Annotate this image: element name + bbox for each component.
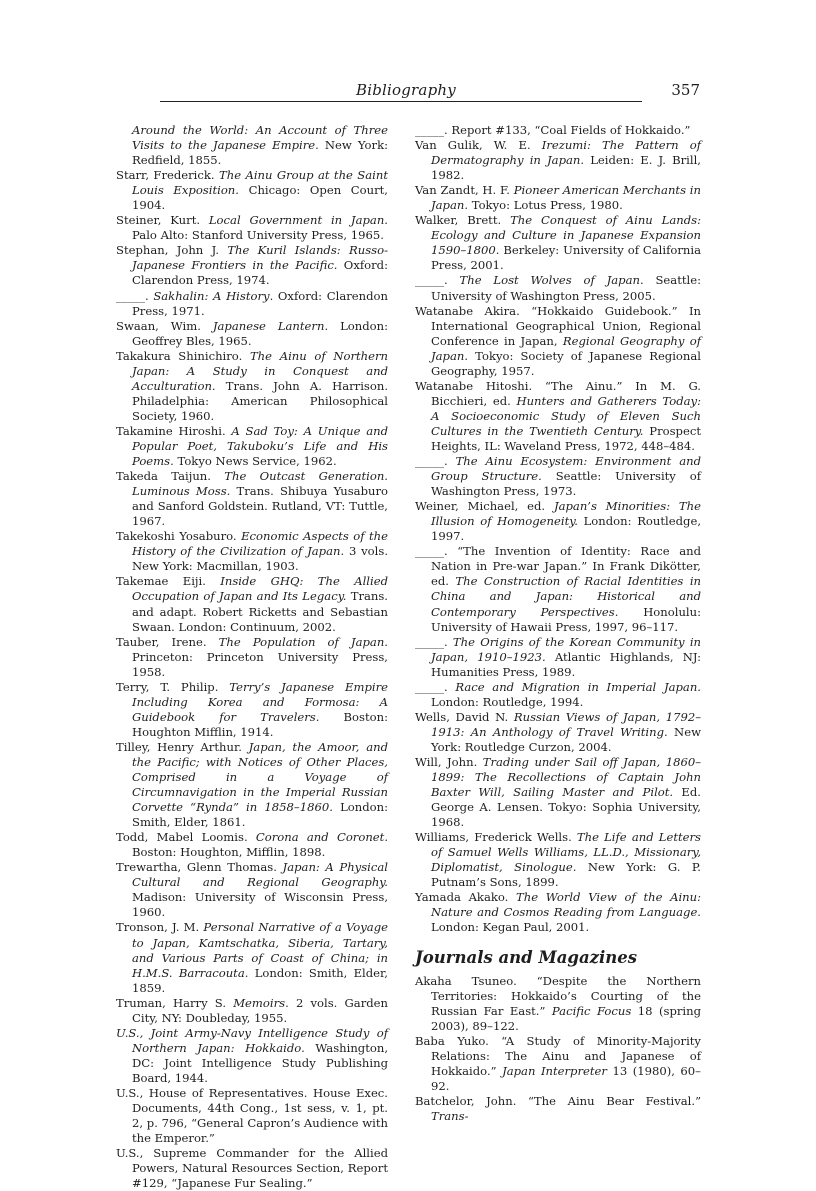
bibliography-entry: Walker, Brett. The Conquest of Ainu Lands: Ecology and Culture in Japanese Expansion 1590–1800. Berkeley: University of California Press, 2001. [415, 213, 701, 273]
section-heading: Journals and Magazines [415, 947, 638, 967]
bibliography-entry: Watanabe Akira. “Hokkaido Guidebook.” In International Geographical Union, Regional Conference in Japan, Regional Geography of Japan. Tokyo: Society of Japanese Regional Geography, 1957. [415, 303, 701, 378]
bibliography-entry: Van Zandt, H. F. Pioneer American Merchants in Japan. Tokyo: Lotus Press, 1980. [415, 183, 701, 213]
bibliography-entry: Takamine Hiroshi. A Sad Toy: A Unique and Popular Poet, Takuboku’s Life and His Poems. Tokyo News Service, 1962. [116, 423, 388, 469]
bibliography-entry: Todd, Mabel Loomis. Corona and Coronet. Boston: Houghton, Mifflin, 1898. [116, 830, 389, 860]
bibliography-entry: Yamada Akako. The World View of the Ainu: Nature and Cosmos Reading from Language. London: Kegan Paul, 2001. [415, 890, 702, 935]
bibliography-entry: _____. “The Invention of Identity: Race and Nation in Pre-war Japan.” In Frank Dikötter, ed. The Construction of Racial Identities in China and Japan: Historical and Contemporary Perspectives. Honolulu: University of Hawaii Press, 1997, 96–117. [415, 544, 702, 634]
bibliography-entry: Tilley, Henry Arthur. Japan, the Amoor, and the Pacific; with Notices of Other Places, Comprised in a Voyage of Circumnavigation in the Imperial Russian Corvette “Rynda” in 1858–1860. London: Smith, Elder, 1861. [116, 739, 389, 830]
bibliography-entry: Truman, Harry S. Memoirs. 2 vols. Garden City, NY: Doubleday, 1955. [116, 995, 388, 1025]
bibliography-entry: _____. The Origins of the Korean Community in Japan, 1910–1923. Atlantic Highlands, NJ: Humanities Press, 1989. [415, 634, 701, 679]
bibliography-entry: Takemae Eiji. Inside GHQ: The Allied Occupation of Japan and Its Legacy. Trans. and adapt. Robert Ricketts and Sebastian Swaan. London: Continuum, 2002. [116, 574, 388, 634]
bibliography-entry: Steiner, Kurt. Local Government in Japan. Palo Alto: Stanford University Press, 1965. [116, 213, 388, 243]
bibliography-entry: Wells, David N. Russian Views of Japan, 1792–1913: An Anthology of Travel Writing. New York: Routledge Curzon, 2004. [415, 709, 701, 754]
bibliography-entry: U.S., Supreme Commander for the Allied Powers, Natural Resources Section, Report #129, “Japanese Fur Sealing.” [116, 1146, 388, 1191]
right-column [415, 123, 701, 1124]
bibliography-entry: _____. Report #133, “Coal Fields of Hokkaido.” [415, 123, 691, 137]
left-column [116, 123, 388, 1191]
bibliography-entry: Stephan, John J. The Kuril Islands: Russo-Japanese Frontiers in the Pacific. Oxford: Clarendon Press, 1974. [116, 243, 388, 288]
bibliography-entry: Around the World: An Account of Three Visits to the Japanese Empire. New York: Redfield, 1855. [132, 123, 389, 168]
bibliography-entry: Will, John. Trading under Sail off Japan, 1860–1899: The Recollections of Captain John Baxter Will, Sailing Master and Pilot. Ed. George A. Lensen. Tokyo: Sophia University, 1968. [415, 754, 702, 830]
bibliography-entry: Takeda Taijun. The Outcast Generation. Luminous Moss. Trans. Shibuya Yusaburo and Sanford Goldstein. Rutland, VT: Tuttle, 1967. [116, 469, 388, 529]
bibliography-entry: U.S., Joint Army-Navy Intelligence Study of Northern Japan: Hokkaido. Washington, DC: Joint Intelligence Study Publishing Board, 1944. [116, 1025, 389, 1085]
bibliography-entry: Tauber, Irene. The Population of Japan. Princeton: Princeton University Press, 1958. [116, 634, 388, 679]
bibliography-entry: Williams, Frederick Wells. The Life and Letters of Samuel Wells Williams, LL.D., Missionary, Diplomatist, Sinologue. New York: G. P. Putnam’s Sons, 1899. [415, 830, 701, 890]
bibliography-entry: _____. Race and Migration in Imperial Japan. London: Routledge, 1994. [415, 679, 701, 709]
bibliography-entry: Takekoshi Yosaburo. Economic Aspects of the History of the Civilization of Japan. 3 vols. New York: Macmillan, 1903. [116, 529, 388, 574]
bibliography-entry: Watanabe Hitoshi. “The Ainu.” In M. G. Bicchieri, ed. Hunters and Gatherers Today: A Socioeconomic Study of Eleven Such Cultures in the Twentieth Century. Prospect Heights, IL: Waveland Press, 1972, 448–484. [415, 378, 701, 453]
bibliography-entry: _____. Sakhalin: A History. Oxford: Clarendon Press, 1971. [116, 288, 388, 318]
bibliography-entry: _____. The Ainu Ecosystem: Environment and Group Structure. Seattle: University of Washington Press, 1973. [415, 454, 701, 499]
bibliography-entry: Baba Yuko. “A Study of Minority-Majority Relations: The Ainu and Japanese of Hokkaido.” Japan Interpreter 13 (1980), 60–92. [415, 1033, 701, 1093]
bibliography-entry: Swaan, Wim. Japanese Lantern. London: Geoffrey Bles, 1965. [116, 318, 388, 348]
bibliography-entry: Trewartha, Glenn Thomas. Japan: A Physical Cultural and Regional Geography. Madison: University of Wisconsin Press, 1960. [116, 860, 388, 920]
bibliography-entry: Akaha Tsuneo. “Despite the Northern Territories: Hokkaido’s Courting of the Russian Far East.” Pacific Focus 18 (spring 2003), 89–122. [415, 973, 701, 1033]
header-rule [160, 101, 642, 102]
bibliography-entry: Takakura Shinichiro. The Ainu of Northern Japan: A Study in Conquest and Acculturation. Trans. John A. Harrison. Philadelphia: American Philosophical Society, 1960. [116, 348, 388, 423]
page-number: 357 [671, 81, 700, 99]
bibliography-entry: Terry, T. Philip. Terry’s Japanese Empire Including Korea and Formosa: A Guidebook for Travelers. Boston: Houghton Mifflin, 1914. [116, 679, 388, 739]
bibliography-entry: Starr, Frederick. The Ainu Group at the Saint Louis Exposition. Chicago: Open Court, 1904. [116, 168, 388, 213]
bibliography-entry: Weiner, Michael, ed. Japan’s Minorities: The Illusion of Homogeneity. London: Routledge, 1997. [415, 499, 701, 544]
bibliography-entry: U.S., House of Representatives. House Exec. Documents, 44th Cong., 1st sess, v. 1, pt. 2, p. 796, “General Capron’s Audience with the Emperor.” [116, 1086, 388, 1146]
running-title: Bibliography [356, 81, 456, 99]
bibliography-entry: Tronson, J. M. Personal Narrative of a Voyage to Japan, Kamtschatka, Siberia, Tartary, and Various Parts of Coast of China; in H.M.S. Barracouta. London: Smith, Elder, 1859. [116, 920, 388, 995]
bibliography-entry: Batchelor, John. “The Ainu Bear Festival.” Trans- [415, 1093, 701, 1123]
bibliography-entry: Van Gulik, W. E. Irezumi: The Pattern of Dermatography in Japan. Leiden: E. J. Brill, 1982. [415, 138, 701, 183]
bibliography-entry: _____. The Lost Wolves of Japan. Seattle: University of Washington Press, 2005. [415, 273, 701, 303]
